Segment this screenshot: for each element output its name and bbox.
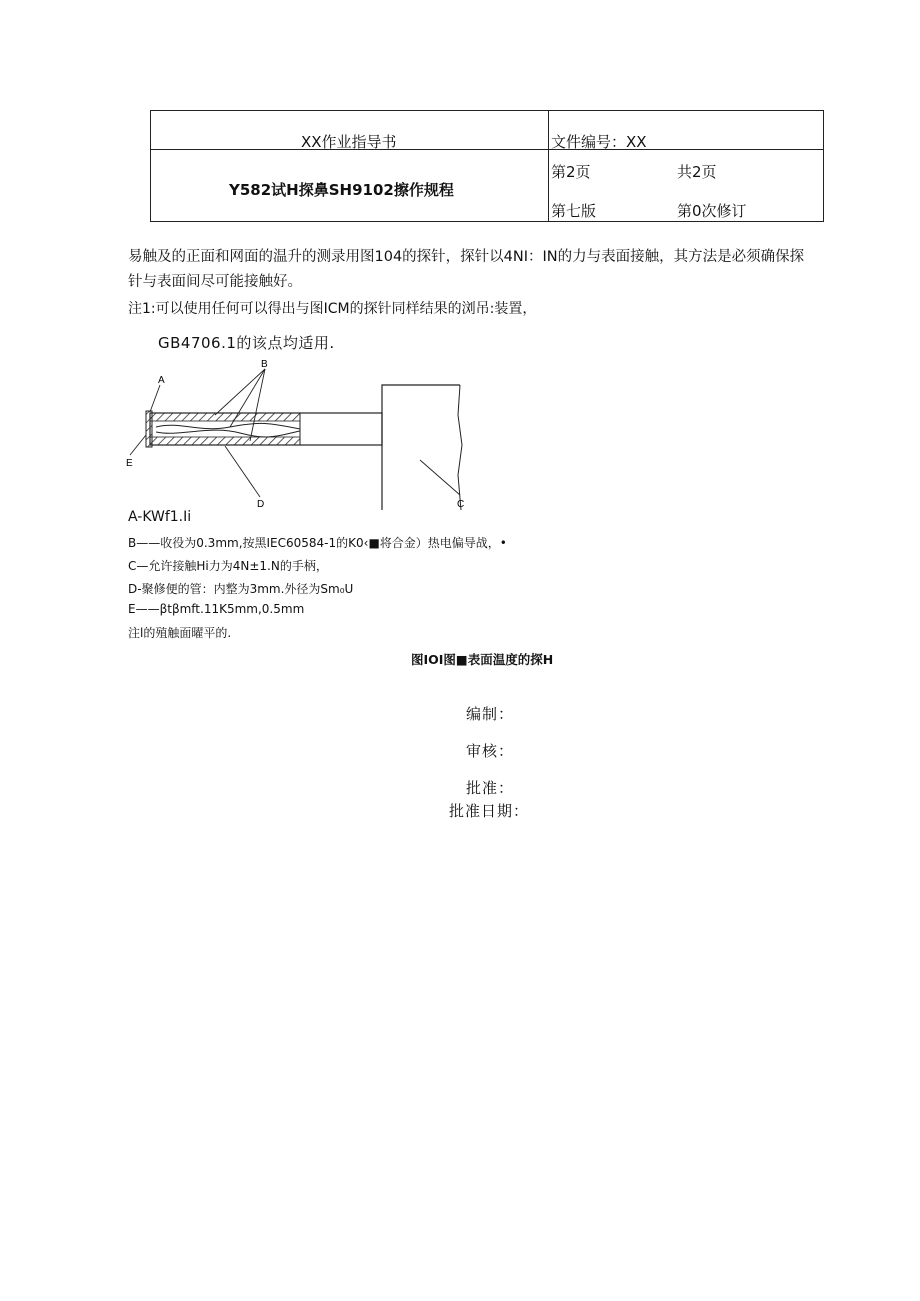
handle-outline	[382, 385, 460, 510]
header-column-divider	[548, 111, 549, 221]
legend-e: E——βtβmft.11K5mm,0.5mm	[128, 602, 305, 616]
edition: 第七版	[551, 202, 597, 220]
legend-note: 注l的殖触面曜平的.	[128, 626, 232, 640]
document-title: XX作业指导书	[301, 133, 397, 151]
sign-approve-date: 批准日期：	[449, 802, 530, 820]
procedure-title: Y582试H探鼻SH9102擦作规程	[229, 181, 454, 199]
figure-caption: 图IOI图■表面温度的探H	[411, 652, 554, 667]
label-c: C	[457, 499, 465, 510]
thermocouple-wire-2	[156, 430, 300, 437]
legend-b: B——收役为0.3mm,按黑IEC60584-1的K0‹■将合金）热电偏导战，•	[128, 536, 507, 550]
handle-break-line	[457, 385, 465, 510]
standard-reference: GB4706.1的该点均适用.	[158, 334, 335, 352]
header-table	[150, 110, 824, 222]
body-paragraph-line-2: 针与表面间尽可能接触好。	[128, 274, 302, 290]
probe-tip-disc	[146, 411, 152, 447]
tube-wall-bottom	[150, 437, 300, 445]
revision: 第0次修订	[677, 202, 747, 220]
label-a: A	[158, 375, 165, 386]
label-d: D	[257, 499, 265, 510]
legend-a: A-KWf1.Ii	[128, 509, 192, 525]
sign-approve: 批准：	[466, 779, 515, 797]
page-total: 共2页	[677, 163, 717, 181]
label-b: B	[261, 359, 268, 370]
legend-c: C—允许接触Hi力为4N±1.N的手柄，	[128, 559, 328, 573]
sign-review: 审核：	[466, 742, 515, 760]
tube-wall-top	[150, 413, 300, 421]
thermocouple-wire-1	[156, 423, 300, 429]
label-e: E	[126, 458, 133, 469]
document-number: 文件编号：XX	[551, 133, 647, 151]
page-number: 第2页	[551, 163, 591, 181]
probe-figure	[120, 355, 480, 515]
note-1: 注1:可以使用任何可以得出与图ICM的探针同样结果的浏吊:装置，	[128, 301, 537, 317]
legend-d: D-聚修便的管：内整为3mm.外径为Sm₀U	[128, 582, 354, 596]
body-paragraph-line-1: 易触及的正面和网面的温升的测录用图104的探针，探针以4NI：IN的力与表面接触，其方法是必须确保探	[128, 249, 805, 265]
sign-edit: 编制：	[466, 705, 515, 723]
header-row-divider	[151, 149, 823, 150]
